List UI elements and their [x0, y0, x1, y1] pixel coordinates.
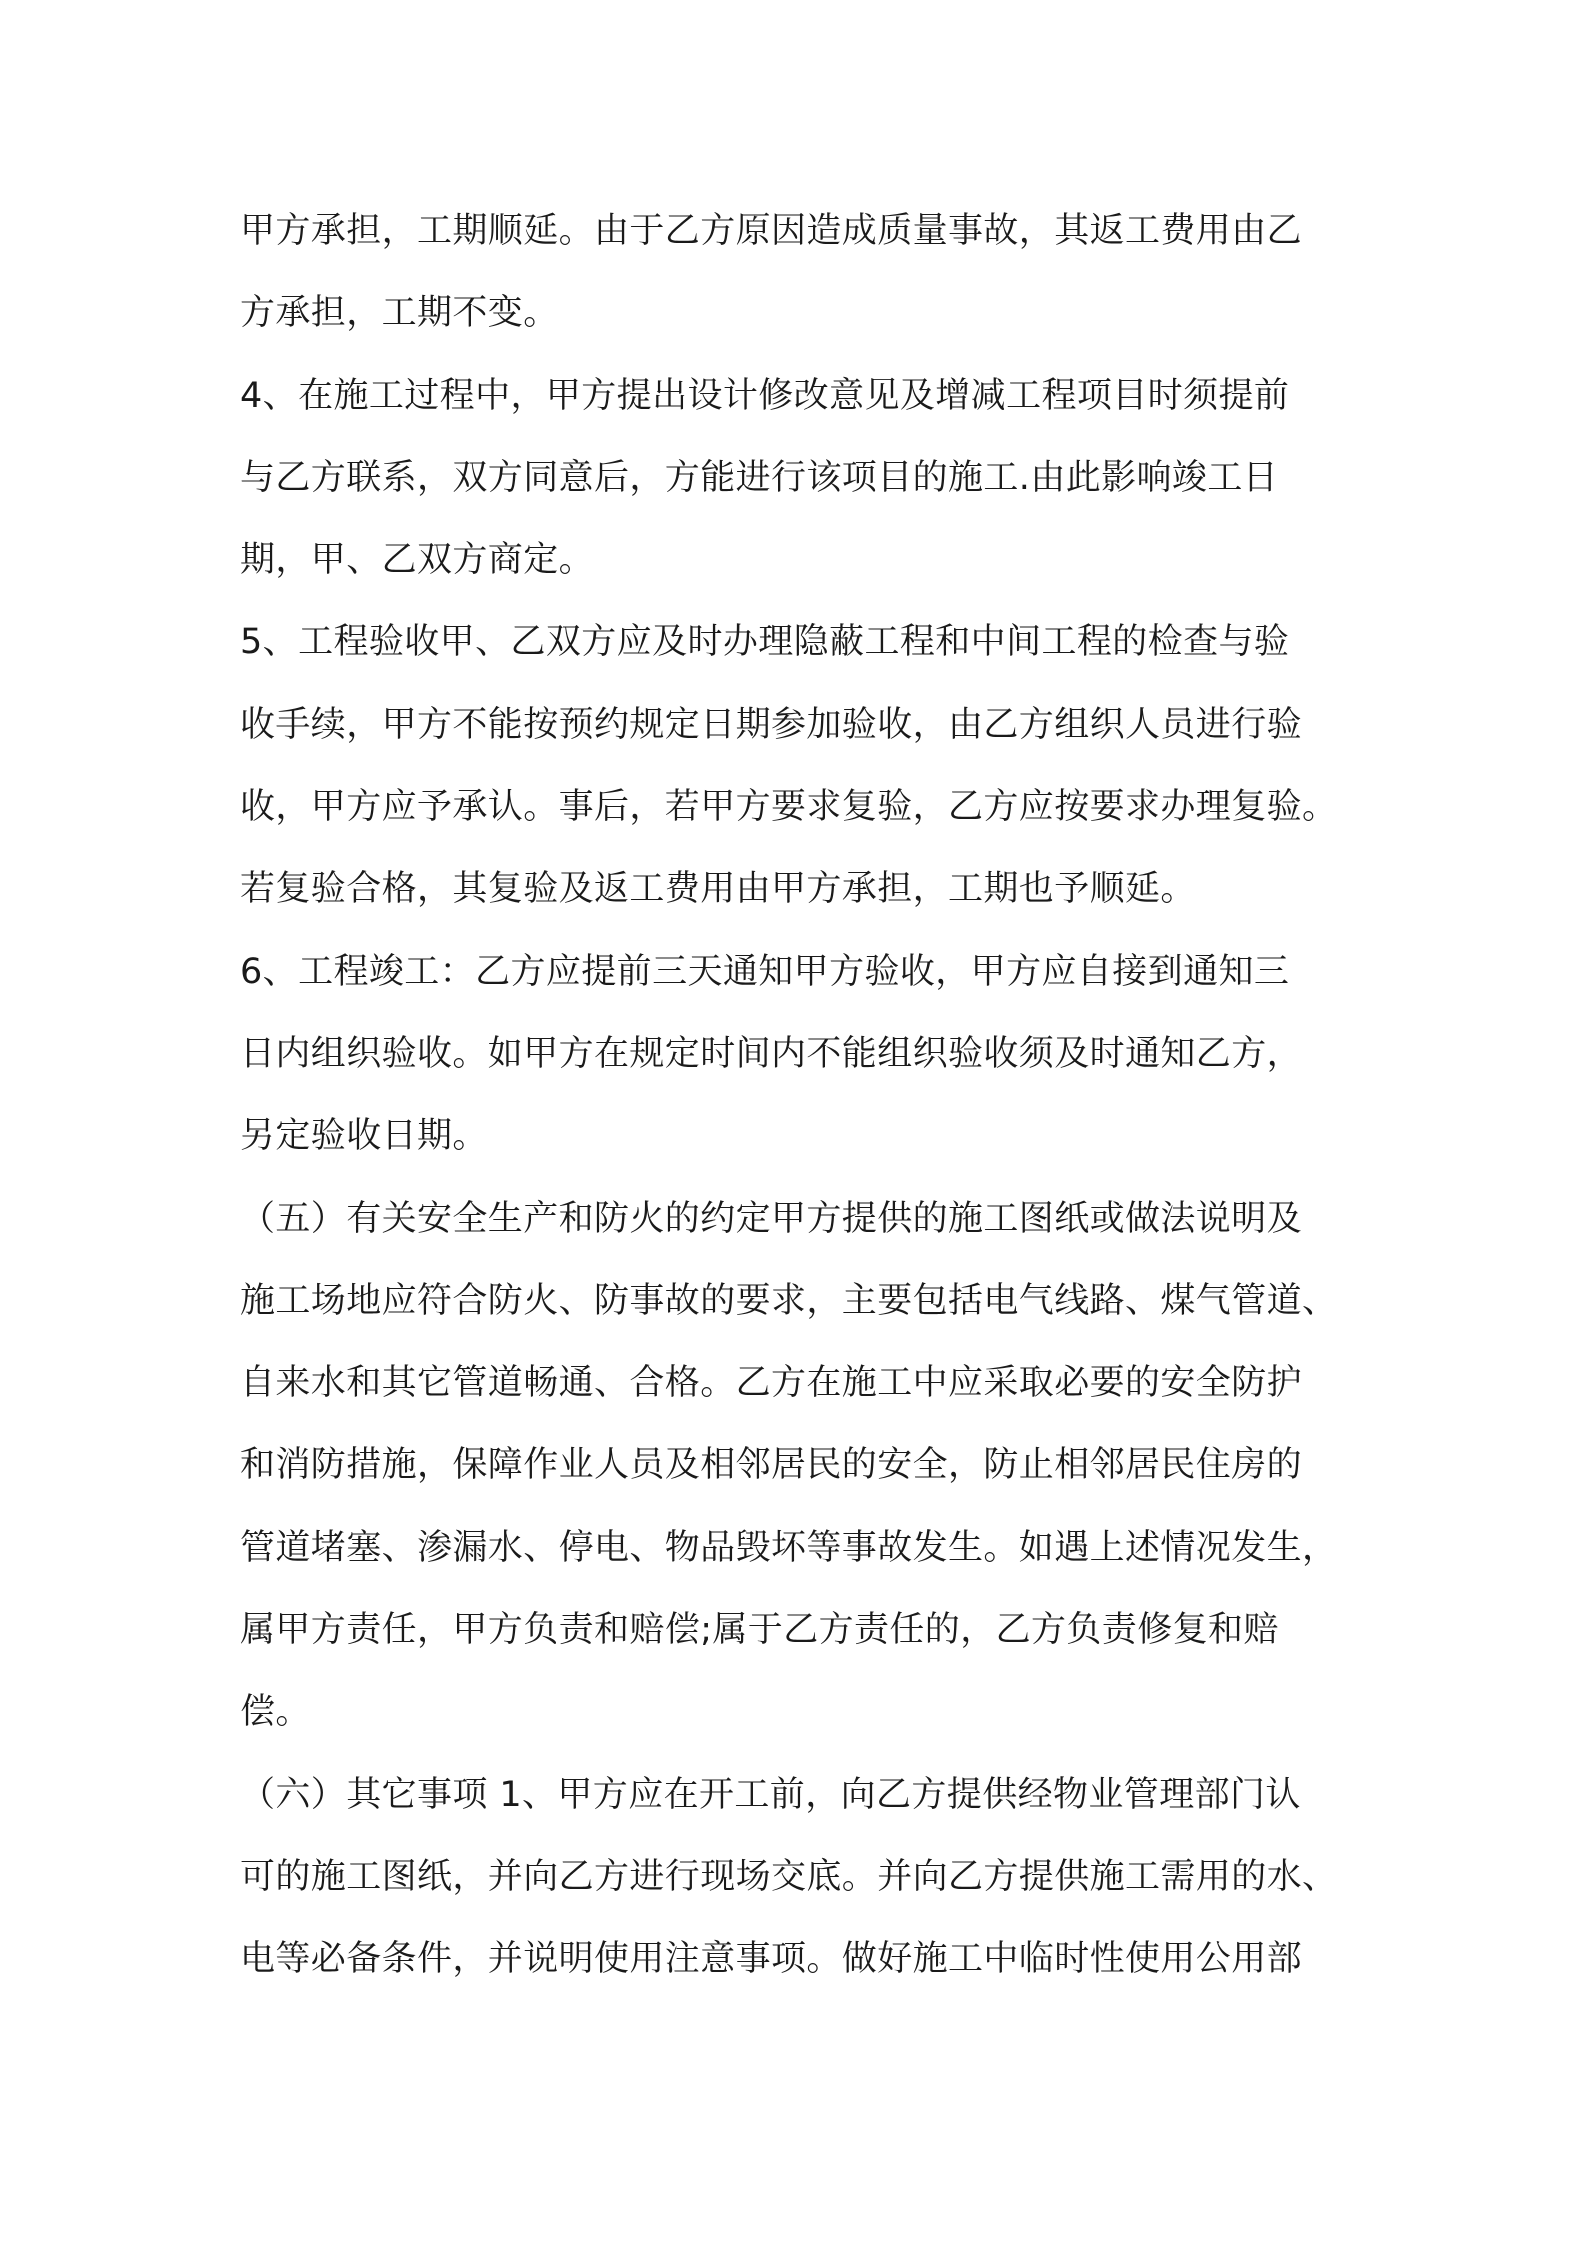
text-line: 期，甲、乙双方商定。	[240, 540, 595, 581]
text-line: 甲方承担，工期顺延。由于乙方原因造成质量事故，其返工费用由乙	[240, 211, 1303, 251]
text-line: 与乙方联系，双方同意后，方能进行该项目的施工.由此影响竣工日	[240, 457, 1279, 498]
text-line: 收，甲方应予承认。事后，若甲方要求复验，乙方应按要求办理复验。	[240, 787, 1338, 828]
text-line: 方承担，工期不变。	[240, 293, 559, 334]
text-line: （六）其它事项 1、甲方应在开工前，向乙方提供经物业管理部门认	[240, 1774, 1301, 1815]
text-line: 6、工程竣工：乙方应提前三天通知甲方验收，甲方应自接到通知三	[240, 951, 1290, 992]
text-line: 可的施工图纸，并向乙方进行现场交底。并向乙方提供施工需用的水、	[240, 1856, 1338, 1897]
text-line: 自来水和其它管道畅通、合格。乙方在施工中应采取必要的安全防护	[240, 1363, 1303, 1404]
text-line: 另定验收日期。	[240, 1116, 488, 1157]
text-line: 收手续，甲方不能按预约规定日期参加验收，由乙方组织人员进行验	[240, 704, 1303, 745]
text-line: 若复验合格，其复验及返工费用由甲方承担，工期也予顺延。	[240, 869, 1196, 910]
text-line: 4、在施工过程中，甲方提出设计修改意见及增减工程项目时须提前	[240, 375, 1290, 416]
text-line: 属甲方责任，甲方负责和赔偿;属于乙方责任的，乙方负责修复和赔	[240, 1610, 1279, 1651]
text-line: 5、工程验收甲、乙双方应及时办理隐蔽工程和中间工程的检查与验	[240, 622, 1290, 663]
text-line: 日内组织验收。如甲方在规定时间内不能组织验收须及时通知乙方，	[240, 1033, 1303, 1074]
contract-text	[240, 190, 1356, 2001]
text-line: 偿。	[240, 1692, 311, 1733]
text-line: 电等必备条件，并说明使用注意事项。做好施工中临时性使用公用部	[240, 1939, 1303, 1980]
text-line: （五）有关安全生产和防火的约定甲方提供的施工图纸或做法说明及	[240, 1198, 1303, 1239]
text-line: 施工场地应符合防火、防事故的要求，主要包括电气线路、煤气管道、	[240, 1280, 1338, 1321]
text-line: 管道堵塞、渗漏水、停电、物品毁坏等事故发生。如遇上述情况发生，	[240, 1527, 1338, 1568]
text-line: 和消防措施，保障作业人员及相邻居民的安全，防止相邻居民住房的	[240, 1445, 1303, 1486]
